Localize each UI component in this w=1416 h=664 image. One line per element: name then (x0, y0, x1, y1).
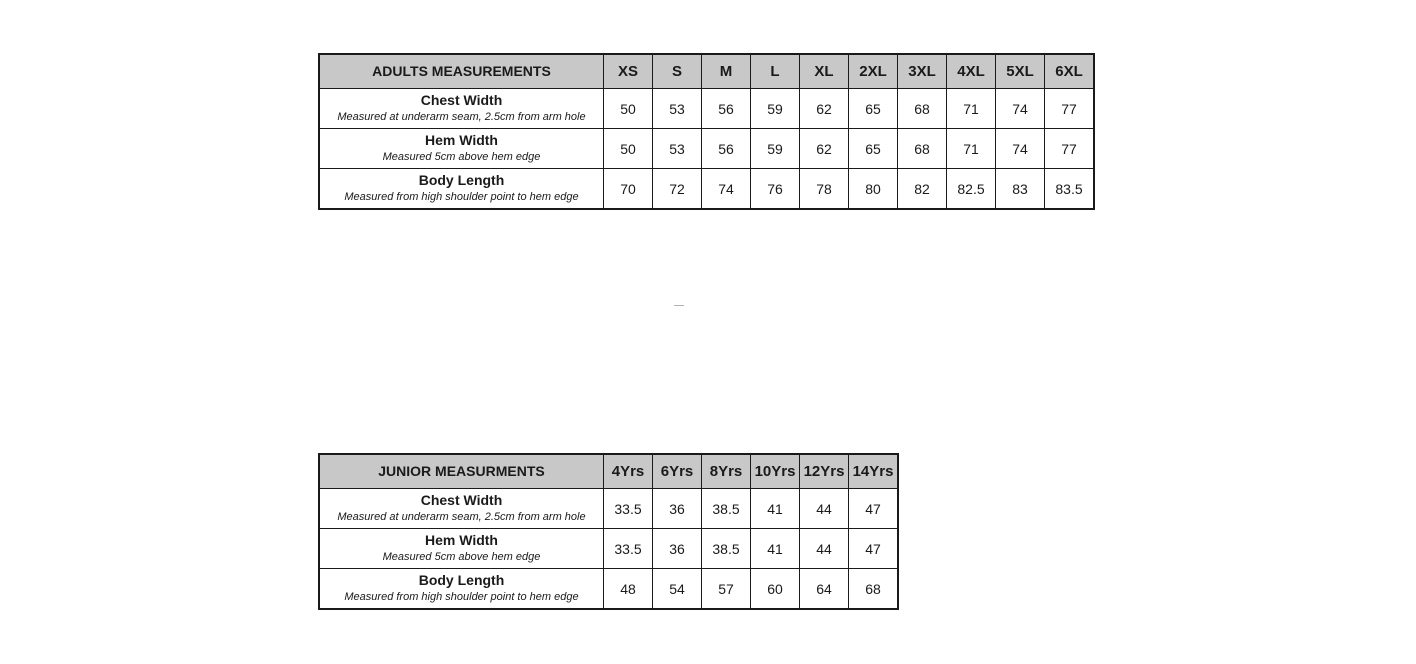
table-cell: 65 (849, 89, 898, 129)
measurement-name: Body Length (418, 171, 505, 188)
table-cell: 62 (800, 129, 849, 169)
table-cell: 59 (751, 89, 800, 129)
table-cell: 77 (1045, 129, 1095, 169)
size-header: L (751, 54, 800, 89)
measurement-note: Measured from high shoulder point to hem edge (344, 590, 579, 603)
measurement-label (319, 169, 604, 210)
table-cell: 56 (702, 129, 751, 169)
measurement-label (319, 569, 604, 610)
table-title: JUNIOR MEASURMENTS (319, 454, 604, 489)
table-cell: 74 (702, 169, 751, 210)
table-row (319, 569, 898, 610)
table-cell: 68 (898, 129, 947, 169)
table-cell: 62 (800, 89, 849, 129)
table-title: ADULTS MEASUREMENTS (319, 54, 604, 89)
table-cell: 41 (751, 489, 800, 529)
table-row (319, 129, 1094, 169)
measurement-note: Measured from high shoulder point to hem edge (344, 190, 579, 203)
divider (674, 305, 684, 306)
table-row (319, 489, 898, 529)
table-cell: 65 (849, 129, 898, 169)
table-cell: 78 (800, 169, 849, 210)
table-cell: 47 (849, 489, 899, 529)
table-cell: 56 (702, 89, 751, 129)
size-header: 10Yrs (751, 454, 800, 489)
size-header: 6Yrs (653, 454, 702, 489)
table-cell: 50 (604, 89, 653, 129)
table-cell: 59 (751, 129, 800, 169)
measurement-label (319, 89, 604, 129)
adults-measurements-table (318, 53, 1095, 210)
table-cell: 83.5 (1045, 169, 1095, 210)
measurement-note: Measured at underarm seam, 2.5cm from arm hole (337, 110, 586, 123)
table-cell: 64 (800, 569, 849, 610)
measurement-label (319, 489, 604, 529)
table-cell: 74 (996, 89, 1045, 129)
table-cell: 33.5 (604, 489, 653, 529)
size-header: S (653, 54, 702, 89)
measurement-name: Body Length (418, 571, 505, 588)
table-cell: 48 (604, 569, 653, 610)
table-cell: 71 (947, 129, 996, 169)
header-row (319, 54, 1094, 89)
table-cell: 76 (751, 169, 800, 210)
measurement-note: Measured 5cm above hem edge (382, 550, 541, 563)
table-cell: 80 (849, 169, 898, 210)
size-header: 12Yrs (800, 454, 849, 489)
junior-measurements-table (318, 453, 899, 610)
table-cell: 72 (653, 169, 702, 210)
header-row (319, 454, 898, 489)
table-cell: 82 (898, 169, 947, 210)
table-cell: 77 (1045, 89, 1095, 129)
table-cell: 38.5 (702, 529, 751, 569)
size-header: 3XL (898, 54, 947, 89)
measurement-name: Chest Width (420, 491, 503, 508)
table-cell: 60 (751, 569, 800, 610)
measurement-name: Chest Width (420, 91, 503, 108)
table-cell: 33.5 (604, 529, 653, 569)
size-header: XS (604, 54, 653, 89)
size-header: 2XL (849, 54, 898, 89)
table-cell: 68 (898, 89, 947, 129)
table-cell: 36 (653, 529, 702, 569)
table-cell: 38.5 (702, 489, 751, 529)
size-header: 4XL (947, 54, 996, 89)
table-cell: 36 (653, 489, 702, 529)
table-cell: 74 (996, 129, 1045, 169)
size-header: 4Yrs (604, 454, 653, 489)
table-cell: 71 (947, 89, 996, 129)
table-cell: 44 (800, 529, 849, 569)
table-cell: 50 (604, 129, 653, 169)
measurement-label (319, 129, 604, 169)
measurement-name: Hem Width (425, 531, 498, 548)
table-row (319, 529, 898, 569)
table-cell: 82.5 (947, 169, 996, 210)
table-cell: 44 (800, 489, 849, 529)
table-cell: 68 (849, 569, 899, 610)
size-header: XL (800, 54, 849, 89)
measurement-name: Hem Width (425, 131, 498, 148)
measurement-label (319, 529, 604, 569)
size-header: 5XL (996, 54, 1045, 89)
measurement-note: Measured 5cm above hem edge (382, 150, 541, 163)
size-header: M (702, 54, 751, 89)
table-cell: 53 (653, 89, 702, 129)
table-cell: 53 (653, 129, 702, 169)
table-cell: 41 (751, 529, 800, 569)
size-header: 6XL (1045, 54, 1095, 89)
table-row (319, 89, 1094, 129)
table-row (319, 169, 1094, 210)
table-cell: 47 (849, 529, 899, 569)
measurement-note: Measured at underarm seam, 2.5cm from arm hole (337, 510, 586, 523)
table-cell: 54 (653, 569, 702, 610)
table-cell: 83 (996, 169, 1045, 210)
size-header: 8Yrs (702, 454, 751, 489)
size-header: 14Yrs (849, 454, 899, 489)
table-cell: 57 (702, 569, 751, 610)
table-cell: 70 (604, 169, 653, 210)
